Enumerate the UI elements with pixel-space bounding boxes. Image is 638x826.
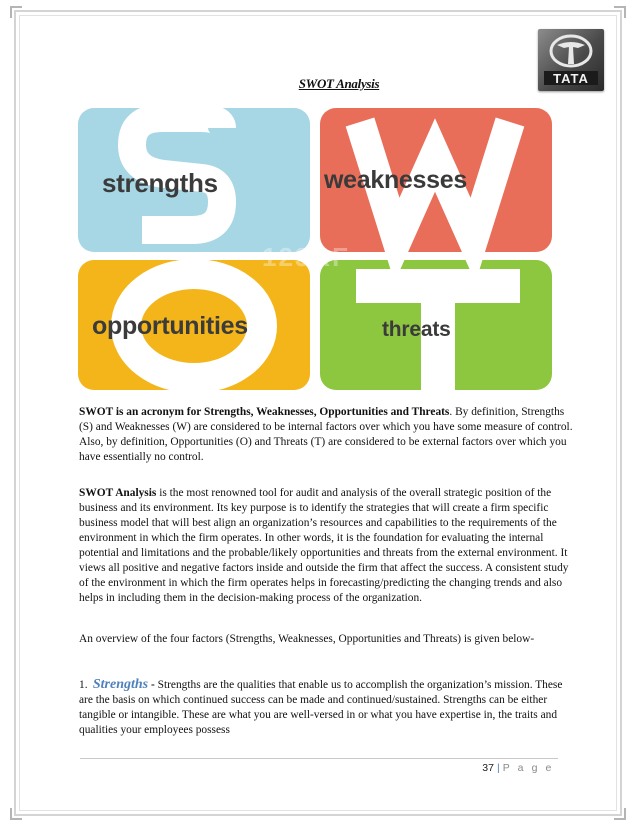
page-title: SWOT Analysis bbox=[298, 76, 380, 91]
corner-ornament bbox=[10, 808, 22, 820]
weaknesses-word: weaknesses bbox=[324, 166, 467, 194]
page-label: P a g e bbox=[502, 762, 554, 774]
swot-analysis-text: is the most renowned tool for audit and analysis of the overall strategic position of the business and its environment. Its key purpose is to identify the strategies that will create a firm specific business model that will best align an organization’s resources and capabilities to the requirements of the environment in which the firm operates. In other words, it is the foundation for evaluating the internal potential and limitations and the probable/likely opportunities and threats from the external environment. It views all positive and negative factors inside and outside the firm that affect the success. A consistent study of the environment in which the firm operates helps in forecasting/predicting the changing trends and also helps in including them in the decision-making process of the organization. bbox=[79, 487, 569, 604]
swot-figure bbox=[72, 100, 556, 388]
logo-wordmark: TATA bbox=[553, 71, 589, 86]
swot-analysis-paragraph bbox=[79, 486, 579, 606]
footer-separator: | bbox=[496, 762, 500, 774]
strengths-text: Strengths are the qualities that enable us to accomplish the organization’s mission. These are the basis on which continued success can be made and continued/sustained. Strengths can be either tangible or intangible. These are what you are well-versed in or what you have expertise in, the traits and qualities your employees possess bbox=[79, 679, 563, 736]
strengths-heading: Strengths bbox=[92, 677, 149, 692]
list-number: 1. bbox=[79, 679, 88, 691]
heading-dash: - bbox=[148, 679, 158, 691]
footer-rule bbox=[80, 758, 558, 759]
corner-ornament bbox=[614, 6, 626, 18]
strengths-word: strengths bbox=[102, 168, 218, 198]
swot-analysis-lead: SWOT Analysis bbox=[79, 487, 157, 499]
watermark: 123RF bbox=[262, 242, 351, 272]
overview-paragraph: An overview of the four factors (Strengths, Weaknesses, Opportunities and Threats) is given below- bbox=[79, 633, 535, 645]
threats-word: threats bbox=[382, 318, 451, 341]
page-footer bbox=[482, 762, 554, 774]
corner-ornament bbox=[10, 6, 22, 18]
definition-paragraph bbox=[79, 405, 579, 465]
definition-text: . By definition, Strengths (S) and Weaknesses (W) are considered to be internal factors over which you have some measure of control. Also, by definition, Opportunities (O) and Threats (T) are considered to be external factors over which you have essentially no control. bbox=[79, 406, 573, 463]
strengths-list-item bbox=[79, 677, 579, 738]
page-number: 37 bbox=[482, 762, 494, 774]
opportunities-word: opportunities bbox=[92, 312, 248, 340]
definition-lead: SWOT is an acronym for Strengths, Weaknesses, Opportunities and Threats bbox=[79, 406, 450, 418]
corner-ornament bbox=[614, 808, 626, 820]
